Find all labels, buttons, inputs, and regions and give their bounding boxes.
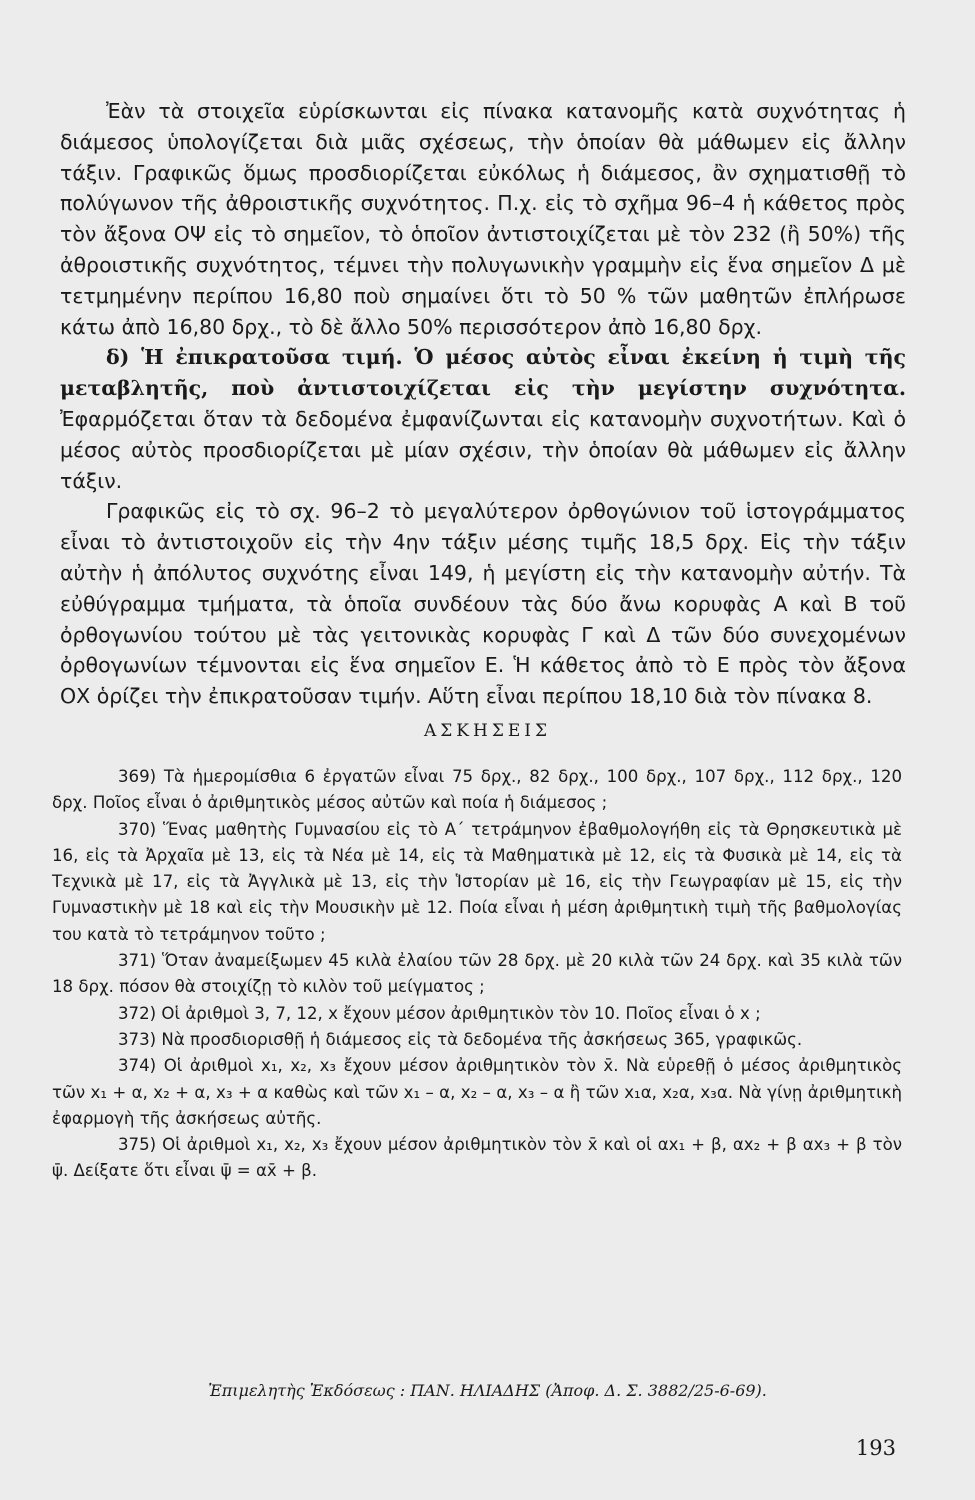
exercises-list [52,764,902,1185]
exercise-371: 371) Ὅταν ἀναμείξωμεν 45 κιλὰ ἐλαίου τῶν 28 δρχ. μὲ 20 κιλὰ τῶν 24 δρχ. καὶ 35 κιλὰ τῶν 18 δρχ. πόσον θὰ στοιχίζῃ τὸ κιλὸν τοῦ μείγματος ; [52,951,902,997]
editor-credit: Ἐπιμελητὴς Ἐκδόσεως : ΠΑΝ. ΗΛΙΑΔΗΣ (Ἀποφ. Δ. Σ. 3882/25-6-69). [208,1381,767,1400]
exercises-title: ΑΣΚΗΣΕΙΣ [424,721,551,741]
exercise-372: 372) Οἱ ἀριθμοὶ 3, 7, 12, x ἔχουν μέσον ἀριθμητικὸν τὸν 10. Ποῖος εἶναι ὁ x ; [118,1003,761,1023]
mode-text: Ἐφαρμόζεται ὅταν τὰ δεδομένα ἐμφανίζωνται εἰς κατανομὴν συχνοτήτων. Καὶ ὁ μέσος αὐτὸς προσδιορίζεται μὲ μίαν σχέσιν, τὴν ὁποίαν θὰ μάθωμεν εἰς ἄλλην τάξιν. [60,406,906,493]
mode-heading: δ) Ἡ ἐπικρατοῦσα τιμή. Ὁ μέσος αὐτὸς εἶναι ἐκείνη ἡ τιμὴ τῆς μεταβλητῆς, ποὺ ἀντιστοιχίζεται εἰς τὴν μεγίστην συχνότητα. [60,345,906,401]
paragraph-graphical-mode: Γραφικῶς εἰς τὸ σχ. 96–2 τὸ μεγαλύτερον ὀρθογώνιον τοῦ ἱστογράμματος εἶναι τὸ ἀντιστοιχοῦν εἰς τὴν 4ην τάξιν μέσης τιμῆς 18,5 δρχ. Εἰς τὴν τάξιν αὐτὴν ἡ ἀπόλυτος συχνότης εἶναι 149, ἡ μεγίστη εἰς τὴν κατανομὴν αὐτήν. Τὰ εὐθύγραμμα τμήματα, τὰ ὁποῖα συνδέουν τὰς δύο ἄνω κορυφὰς Α καὶ Β τοῦ ὀρθογωνίου τούτου μὲ τὰς γειτονικὰς κορυφὰς Γ καὶ Δ τῶν δύο συνεχομένων ὀρθογωνίων τέμνονται εἰς ἕνα σημεῖον Ε. Ἡ κάθετος ἀπὸ τὸ Ε πρὸς τὸν ἄξονα ΟΧ ὁρίζει τὴν ἐπικρατοῦσαν τιμήν. Αὕτη εἶναι περίπου 18,10 διὰ τὸν πίνακα 8. [60,499,906,709]
exercise-373: 373) Νὰ προσδιορισθῇ ἡ διάμεσος εἰς τὰ δεδομένα τῆς ἀσκήσεως 365, γραφικῶς. [118,1029,803,1049]
exercise-369: 369) Τὰ ἡμερομίσθια 6 ἐργατῶν εἶναι 75 δρχ., 82 δρχ., 100 δρχ., 107 δρχ., 112 δρχ., 120 δρχ. Ποῖος εἶναι ὁ ἀριθμητικὸς μέσος αὐτῶν καὶ ποία ἡ διάμεσος ; [52,767,902,813]
paragraph-median: Ἐὰν τὰ στοιχεῖα εὑρίσκωνται εἰς πίνακα κατανομῆς κατὰ συχνότητας ἡ διάμεσος ὑπολογίζεται διὰ μιᾶς σχέσεως, τὴν ὁποίαν θὰ μάθωμεν εἰς ἄλλην τάξιν. Γραφικῶς ὅμως προσδιορίζεται εὐκόλως ἡ διάμεσος, ἂν σχηματισθῇ τὸ πολύγωνον τῆς ἀθροιστικῆς συχνότητος. Π.χ. εἰς τὸ σχῆμα 96–4 ἡ κάθετος πρὸς τὸν ἄξονα ΟΨ εἰς τὸ σημεῖον, τὸ ὁποῖον ἀντιστοιχίζεται μὲ τὸν 232 (ἢ 50%) τῆς ἀθροιστικῆς συχνότητος, τέμνει τὴν πολυγωνικὴν γραμμὴν εἰς ἕνα σημεῖον Δ μὲ τετμημένην περίπου 16,80 ποὺ σημαίνει ὅτι τὸ 50 % τῶν μαθητῶν ἐπλήρωσε κάτω ἀπὸ 16,80 δρχ., τὸ δὲ ἄλλο 50% περισσότερον ἀπὸ 16,80 δρχ. [60,99,906,339]
exercise-375: 375) Οἱ ἀριθμοὶ x₁, x₂, x₃ ἔχουν μέσον ἀριθμητικὸν τὸν x̄ καὶ οἱ αx₁ + β, αx₂ + β αx₃ + β τὸν ψ̄. Δείξατε ὅτι εἶναι ψ̄ = αx̄ + β. [52,1135,902,1181]
exercise-374: 374) Οἱ ἀριθμοὶ x₁, x₂, x₃ ἔχουν μέσον ἀριθμητικὸν τὸν x̄. Νὰ εὑρεθῇ ὁ μέσος ἀριθμητικὸς τῶν x₁ + α, x₂ + α, x₃ + α καθὼς καὶ τῶν x₁ – α, x₂ – α, x₃ – α ἢ τῶν x₁α, x₂α, x₃α. Νὰ γίνῃ ἀριθμητικὴ ἐφαρμογὴ τῆς ἀσκήσεως αὐτῆς. [52,1056,902,1128]
main-text [60,96,906,712]
page-number: 193 [855,1436,896,1460]
paragraph-mode [60,342,906,496]
exercise-370: 370) Ἕνας μαθητὴς Γυμνασίου εἰς τὸ Α΄ τετράμηνον ἐβαθμολογήθη εἰς τὰ Θρησκευτικὰ μὲ 16, εἰς τὰ Ἀρχαῖα μὲ 13, εἰς τὰ Νέα μὲ 14, εἰς τὰ Μαθηματικὰ μὲ 12, εἰς τὰ Φυσικὰ μὲ 14, εἰς τὰ Τεχνικὰ μὲ 17, εἰς τὰ Ἀγγλικὰ μὲ 13, εἰς τὴν Ἱστορίαν μὲ 16, εἰς τὴν Γεωγραφίαν μὲ 15, εἰς τὴν Γυμναστικὴν μὲ 18 καὶ εἰς τὴν Μουσικὴν μὲ 12. Ποία εἶναι ἡ μέση ἀριθμητικὴ τιμὴ τῆς βαθμολογίας του κατὰ τὸ τετράμηνον τοῦτο ; [52,819,902,944]
